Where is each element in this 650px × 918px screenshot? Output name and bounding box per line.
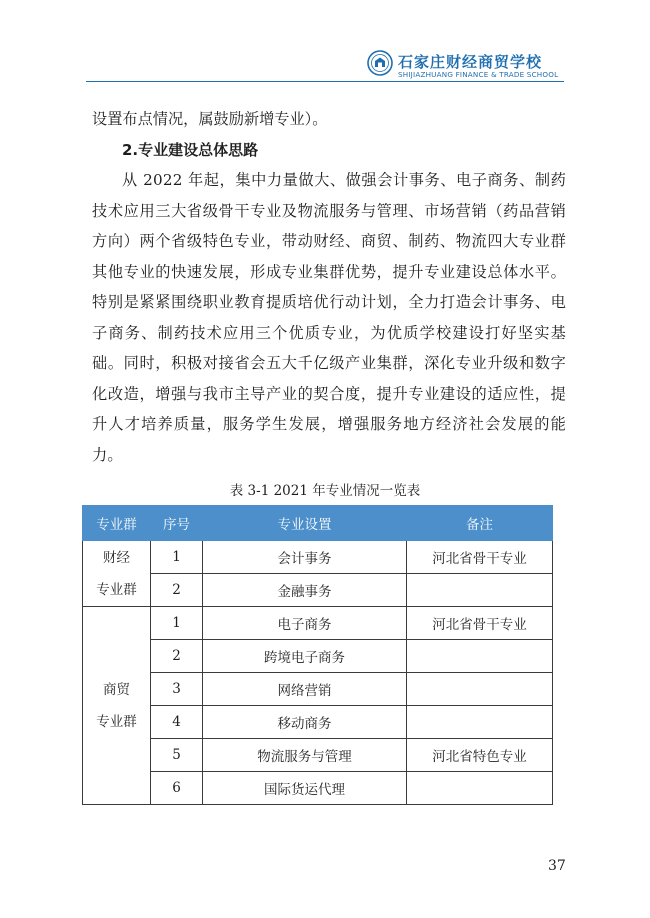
row-number: 4 — [151, 706, 203, 739]
major-note: 河北省骨干专业 — [407, 607, 553, 640]
body-paragraph: 从 2022 年起，集中力量做大、做强会计事务、电子商务、制药技术应用三大省级骨干专业及物流服务与管理、市场营销（药品营销方向）两个省级特色专业，带动财经、商贸、制药、物流四大专业群其他专业的快速发展，形成专业集群优势，提升专业建设总体水平。特别是紧紧围绕职业教育提质培优行动计划，全力打造会计事务、电子商务、制药技术应用三个优质专业，为优质学校建设打好坚实基础。同时，积极对接省会五大千亿级产业集群，深化专业升级和数字化改造，增强与我市主导产业的契合度，提升专业建设的适应性，提升人才培养质量，服务学生发展，增强服务地方经济社会发展的能力。 — [92, 171, 566, 464]
header-rule — [86, 81, 564, 82]
school-name-cn: 石家庄财经商贸学校 — [398, 53, 543, 71]
header-cell-major: 专业设置 — [203, 506, 407, 541]
major-name: 国际货运代理 — [203, 772, 407, 805]
page-header — [0, 0, 650, 82]
section-heading: 2.专业建设总体思路 — [122, 140, 259, 159]
majors-table — [82, 505, 553, 805]
continuation-line: 设置布点情况，属鼓励新增专业）。 — [92, 110, 328, 128]
page-number: 37 — [548, 858, 566, 874]
major-name: 金融事务 — [203, 574, 407, 607]
major-name: 会计事务 — [203, 541, 407, 574]
row-number: 6 — [151, 772, 203, 805]
group-name: 专业群 — [96, 713, 137, 730]
group-name: 商贸 — [103, 681, 130, 698]
major-note — [407, 706, 553, 739]
table-row — [83, 607, 553, 640]
group-name: 财经 — [103, 549, 130, 566]
group-name: 专业群 — [96, 581, 137, 598]
major-note — [407, 673, 553, 706]
table-row — [83, 541, 553, 574]
row-number: 5 — [151, 739, 203, 772]
body-text — [92, 104, 566, 470]
row-number: 3 — [151, 673, 203, 706]
header-cell-group: 专业群 — [83, 506, 151, 541]
row-number: 2 — [151, 640, 203, 673]
major-name: 电子商务 — [203, 607, 407, 640]
table-row — [83, 574, 553, 607]
school-name-en: SHIJIAZHUANG FINANCE & TRADE SCHOOL — [398, 70, 559, 79]
row-number: 1 — [151, 607, 203, 640]
major-name: 物流服务与管理 — [203, 739, 407, 772]
row-number: 2 — [151, 574, 203, 607]
major-note — [407, 772, 553, 805]
group-cell-finance — [83, 541, 151, 607]
major-name: 跨境电子商务 — [203, 640, 407, 673]
row-number: 1 — [151, 541, 203, 574]
table-header-row — [83, 506, 553, 541]
major-note: 河北省特色专业 — [407, 739, 553, 772]
table-caption: 表 3-1 2021 年专业情况一览表 — [229, 483, 421, 499]
major-note — [407, 640, 553, 673]
table-row — [83, 772, 553, 805]
table-row — [83, 640, 553, 673]
table-row — [83, 739, 553, 772]
header-cell-note: 备注 — [407, 506, 553, 541]
header-cell-no: 序号 — [151, 506, 203, 541]
major-name: 移动商务 — [203, 706, 407, 739]
table-row — [83, 673, 553, 706]
major-name: 网络营销 — [203, 673, 407, 706]
major-note — [407, 574, 553, 607]
major-note: 河北省骨干专业 — [407, 541, 553, 574]
school-emblem-icon — [367, 50, 393, 76]
group-cell-trade — [83, 607, 151, 805]
table-row — [83, 706, 553, 739]
